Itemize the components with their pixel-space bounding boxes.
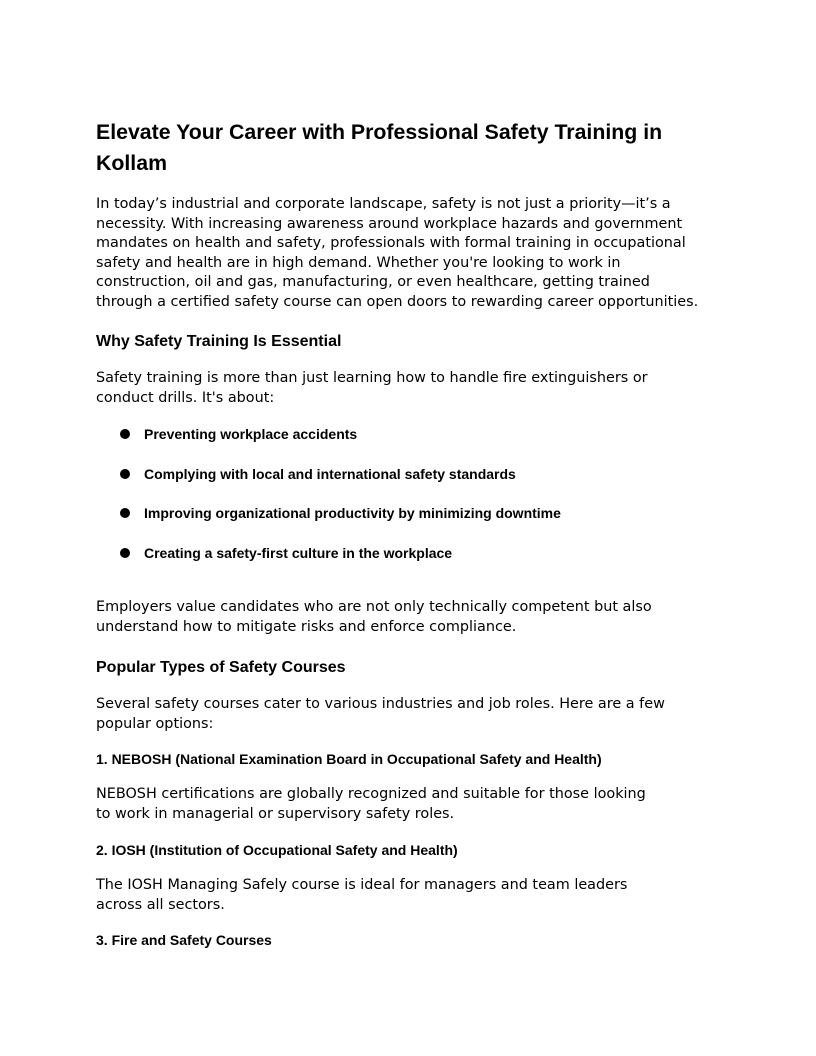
text-line: conduct drills. It's about: — [96, 389, 275, 406]
why-lead-paragraph — [96, 369, 726, 408]
section-heading-why: Why Safety Training Is Essential — [96, 333, 342, 350]
list-item — [96, 503, 561, 543]
text-line: Employers value candidates who are not only technically competent but also — [96, 599, 652, 615]
text-line: through a certified safety course can open doors to rewarding career opportunities. — [96, 293, 699, 310]
list-item-text: Improving organizational productivity by minimizing downtime — [144, 505, 561, 521]
text-line: popular options: — [96, 715, 214, 732]
text-line: necessity. With increasing awareness around workplace hazards and government — [96, 215, 683, 232]
text-line: construction, oil and gas, manufacturing, or even healthcare, getting trained — [96, 274, 650, 290]
text-line: to work in managerial or supervisory safety roles. — [96, 805, 455, 822]
employers-paragraph — [96, 598, 726, 637]
text-line: The IOSH Managing Safely course is ideal for managers and team leaders — [96, 877, 628, 893]
intro-paragraph — [96, 195, 726, 312]
list-item — [96, 424, 561, 464]
section-heading-courses: Popular Types of Safety Courses — [96, 659, 346, 676]
text-line: safety and health are in high demand. Whether you're looking to work in — [96, 254, 621, 271]
list-item — [96, 543, 561, 583]
text-line: In today’s industrial and corporate landscape, safety is not just a priority—it’s a — [96, 196, 671, 212]
course-heading-nebosh: 1. NEBOSH (National Examination Board in Occupational Safety and Health) — [96, 751, 602, 767]
list-item-text: Preventing workplace accidents — [144, 426, 358, 442]
list-item-text: Complying with local and international safety standards — [144, 465, 516, 482]
bullet-icon — [120, 508, 130, 518]
text-line: understand how to mitigate risks and enforce compliance. — [96, 618, 517, 635]
course-heading-iosh: 2. IOSH (Institution of Occupational Safety and Health) — [96, 842, 458, 858]
text-line: Safety training is more than just learning how to handle fire extinguishers or — [96, 370, 648, 386]
iosh-paragraph — [96, 876, 726, 915]
course-heading-fire-safety: 3. Fire and Safety Courses — [96, 932, 272, 948]
bullet-icon — [120, 429, 130, 439]
list-item — [96, 464, 561, 504]
bullet-icon — [120, 469, 130, 479]
text-line: Several safety courses cater to various industries and job roles. Here are a few — [96, 696, 665, 712]
text-line: NEBOSH certifications are globally recognized and suitable for those looking — [96, 786, 646, 802]
text-line: mandates on health and safety, professionals with formal training in occupational — [96, 235, 686, 251]
nebosh-paragraph — [96, 785, 726, 824]
text-line: across all sectors. — [96, 896, 225, 913]
benefits-list — [96, 424, 561, 582]
courses-lead-paragraph — [96, 695, 726, 734]
page-title: Elevate Your Career with Professional Safety Training in Kollam — [96, 120, 663, 175]
bullet-icon — [120, 548, 130, 558]
list-item-text: Creating a safety-first culture in the workplace — [144, 544, 453, 561]
